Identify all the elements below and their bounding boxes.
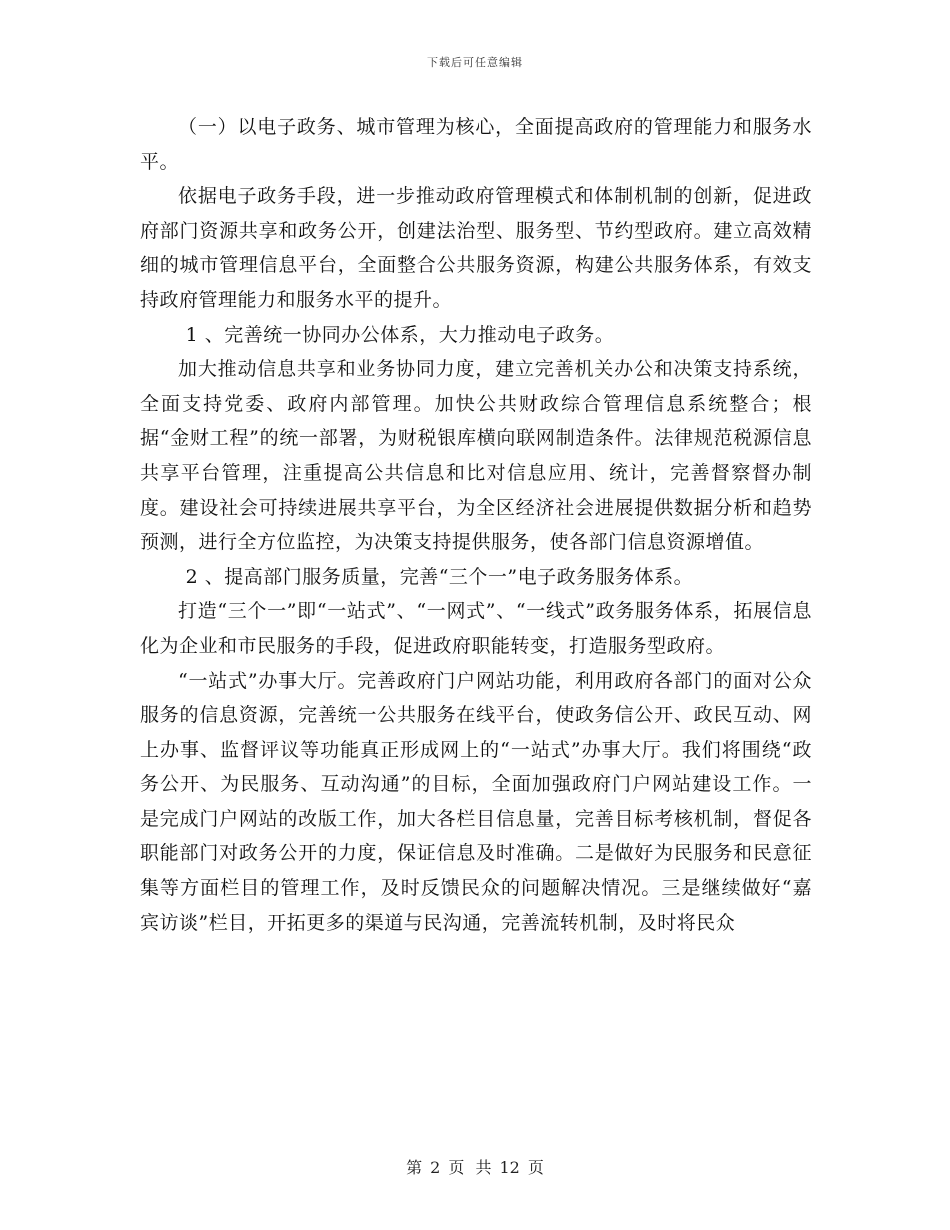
section-heading: （一）以电子政务、城市管理为核心，全面提高政府的管理能力和服务水平。 — [140, 116, 812, 173]
list-item-heading: 1 、完善统一协同办公体系，大力推动电子政务。 — [185, 323, 615, 346]
page-total: 12 — [499, 1158, 520, 1177]
footer-middle: 页 共 — [448, 1158, 492, 1177]
body-paragraph: 加大推动信息共享和业务协同力度，建立完善机关办公和决策支持系统，全面支持党委、政府内部管理。加快公共财政综合管理信息系统整合；根据“金财工程”的统一部署，为财税银库横向联网制造条件。法律规范税源信息共享平台管理，注重提高公共信息和比对信息应用、统计，完善督察督办制度。建设社会可持续进展共享平台，为全区经济社会进展提供数据分析和趋势预测，进行全方位监控，为决策支持提供服务，使各部门信息资源增值。 — [140, 358, 812, 554]
document-body — [140, 110, 812, 940]
list-item-heading: 2 、提高部门服务质量，完善“三个一”电子政务服务体系。 — [185, 565, 694, 588]
page-header-note: 下载后可任意编辑 — [427, 56, 523, 69]
page-number: 2 — [430, 1158, 441, 1177]
body-paragraph: 依据电子政务手段，进一步推动政府管理模式和体制机制的创新，促进政府部门资源共享和政务公开，创建法治型、服务型、节约型政府。建立高效精细的城市管理信息平台，全面整合公共服务资源，构建公共服务体系，有效支持政府管理能力和服务水平的提升。 — [140, 185, 812, 311]
footer-suffix: 页 — [527, 1158, 544, 1177]
page-footer — [0, 1155, 950, 1178]
body-paragraph: 打造“三个一”即“一站式”、“一网式”、“一线式”政务服务体系，拓展信息化为企业和市民服务的手段，促进政府职能转变，打造服务型政府。 — [140, 600, 812, 657]
footer-prefix: 第 — [406, 1158, 423, 1177]
body-paragraph: “一站式”办事大厅。完善政府门户网站功能，利用政府各部门的面对公众服务的信息资源，完善统一公共服务在线平台，使政务信公开、政民互动、网上办事、监督评议等功能真正形成网上的“一站式”办事大厅。我们将围绕“政务公开、为民服务、互动沟通”的目标，全面加强政府门户网站建设工作。一是完成门户网站的改版工作，加大各栏目信息量，完善目标考核机制，督促各职能部门对政务公开的力度，保证信息及时准确。二是做好为民服务和民意征集等方面栏目的管理工作，及时反馈民众的问题解决情况。三是继续做好“嘉宾访谈”栏目，开拓更多的渠道与民沟通，完善流转机制，及时将民众 — [140, 669, 812, 934]
